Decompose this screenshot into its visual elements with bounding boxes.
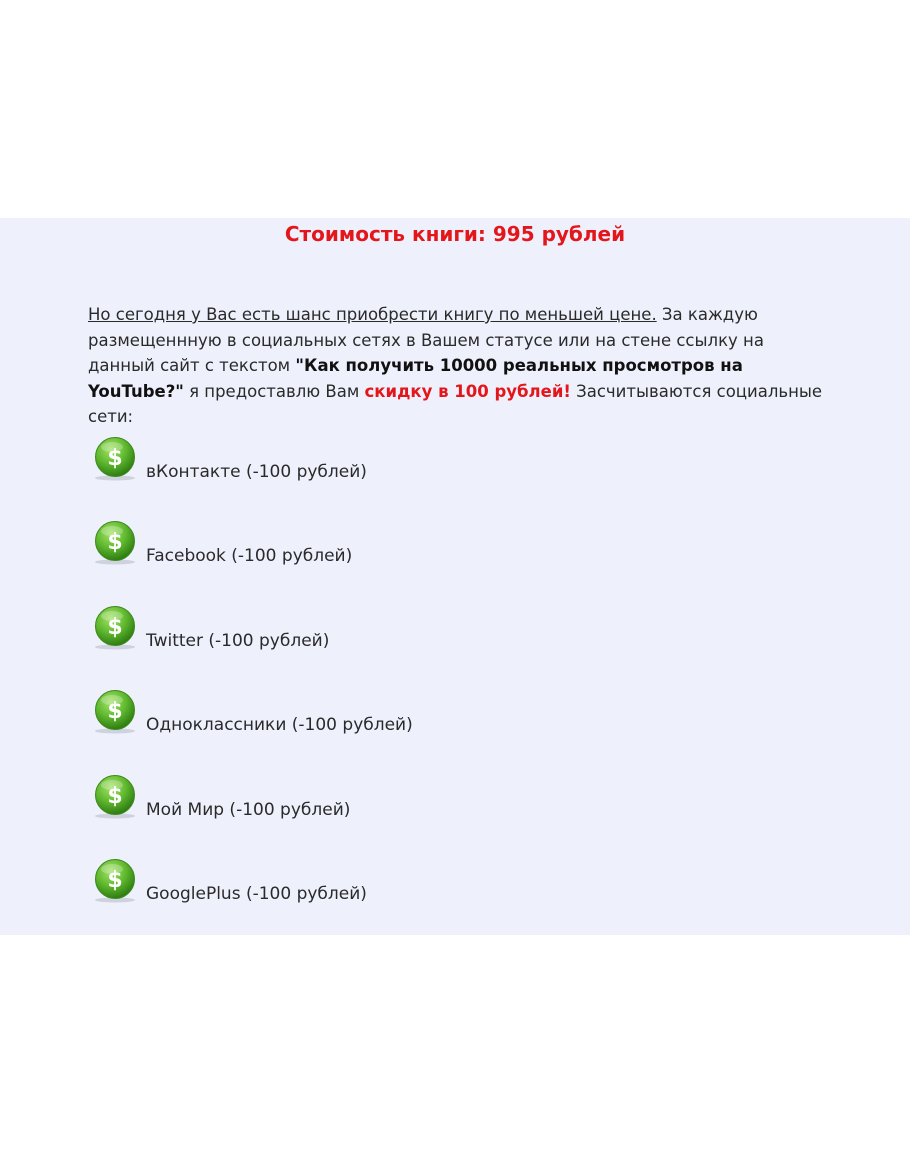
svg-text:$: $ (107, 868, 123, 893)
network-label: Facebook (-100 рублей) (146, 546, 353, 566)
intro-underlined-text: Но сегодня у Вас есть шанс приобрести книгу по меньшей цене. (88, 305, 657, 324)
dollar-coin-icon (92, 858, 138, 904)
svg-text:$: $ (107, 699, 123, 724)
dollar-coin-icon (92, 689, 138, 735)
network-item-twitter (92, 605, 592, 665)
dollar-coin-icon (92, 520, 138, 566)
network-item-odnoklassniki (92, 689, 592, 749)
svg-text:$: $ (107, 615, 123, 640)
svg-text:$: $ (107, 784, 123, 809)
price-title: Стоимость книги: 995 рублей (284, 222, 626, 246)
network-label: Мой Мир (-100 рублей) (146, 800, 351, 820)
svg-text:$: $ (107, 530, 123, 555)
network-item-googleplus (92, 858, 592, 918)
intro-discount-text: скидку в 100 рублей! (364, 381, 571, 401)
intro-text-3: Засчитываются социальные сети: (88, 381, 823, 426)
dollar-coin-icon (92, 436, 138, 482)
network-label: Twitter (-100 рублей) (146, 631, 330, 651)
intro-quoted-title: "Как получить 10000 реальных просмотров на YouTube?" (88, 356, 743, 401)
svg-text:$: $ (107, 446, 123, 471)
network-label: вКонтакте (-100 рублей) (146, 462, 367, 482)
network-label: GooglePlus (-100 рублей) (146, 884, 367, 904)
intro-text-1: За каждую размещеннную в социальных сетях в Вашем статусе или на стене ссылку на данный сайт с текстом (88, 305, 764, 375)
network-label: Одноклассники (-100 рублей) (146, 715, 413, 735)
dollar-coin-icon (92, 774, 138, 820)
intro-paragraph (88, 302, 823, 430)
network-item-facebook (92, 520, 592, 580)
intro-text-2: я предоставлю Вам (183, 381, 365, 401)
dollar-coin-icon (92, 605, 138, 651)
network-item-vkontakte (92, 436, 592, 496)
network-item-moi-mir (92, 774, 592, 834)
